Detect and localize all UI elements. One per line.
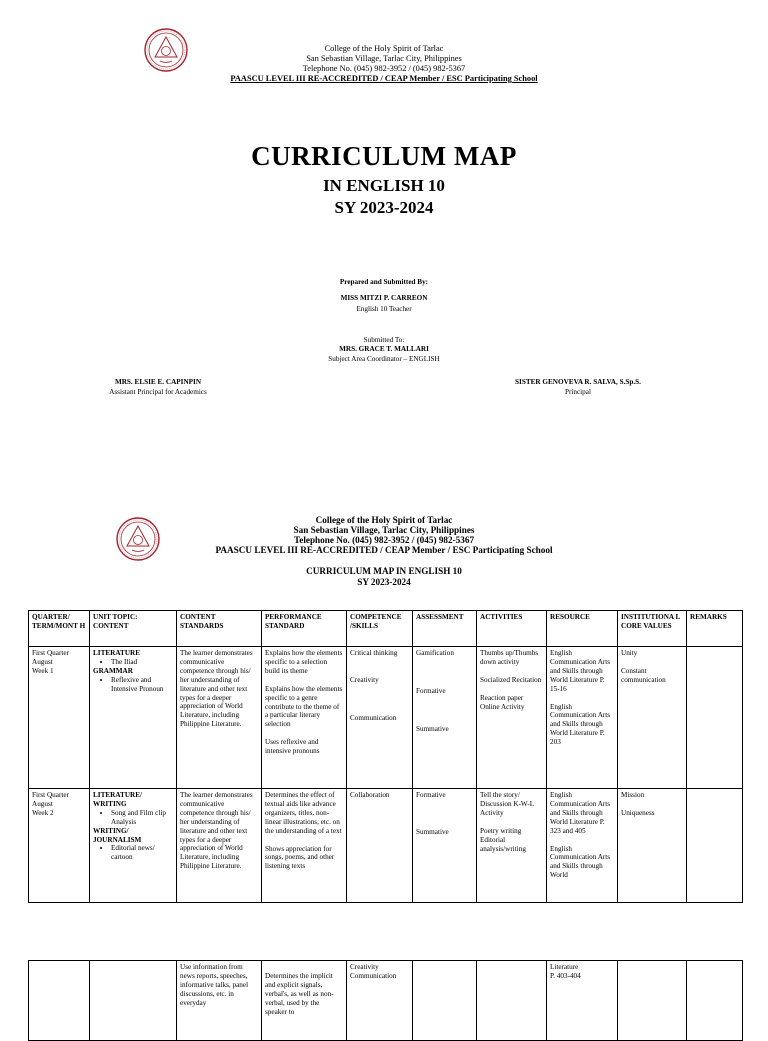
activity-item: Thumbs up/Thumbs down activity (480, 649, 539, 666)
table-row (29, 961, 743, 1041)
curriculum-map-table (28, 610, 743, 903)
cell-remarks (687, 961, 743, 1041)
header-assessment: ASSESSMENT (413, 611, 477, 647)
coordinator-role: Subject Area Coordinator – ENGLISH (328, 355, 440, 363)
activity-item: Socialized Recitation (480, 675, 542, 684)
cell-resource (547, 789, 618, 903)
skill-item: Collaboration (350, 791, 390, 799)
teacher-role: English 10 Teacher (356, 305, 412, 313)
document-title: CURRICULUM MAP (251, 141, 517, 171)
header-unit-topic: UNIT TOPIC: CONTENT (90, 611, 177, 647)
assessment-item: Gamification (416, 649, 454, 657)
cell-quarter (29, 647, 90, 789)
cell-skills (347, 647, 413, 789)
cell-skills (347, 961, 413, 1041)
resource-item: English Communication Arts and Skills through World Literature P. 323 and 405 (550, 791, 611, 835)
coordinator-name: MRS. GRACE T. MALLARI (339, 345, 429, 353)
skill-item: Creativity (350, 675, 379, 684)
assessment-item: Summative (416, 724, 449, 733)
value-item: Uniqueness (621, 808, 655, 817)
assistant-principal-role: Assistant Principal for Academics (109, 388, 207, 396)
principal-role: Principal (565, 388, 591, 396)
performance-item: Shows appreciation for songs, poems, and other listening texts (265, 844, 335, 871)
performance-item: Explains how the elements specific to a selection build its theme (265, 649, 343, 675)
cell-unit-topic (90, 647, 177, 789)
cell-activities (477, 647, 547, 789)
principal-name: SISTER GENOVEVA R. SALVA, S.Sp.S. (515, 378, 641, 386)
header-quarter: QUARTER/ TERM/MONT H (29, 611, 90, 647)
document-subject: IN ENGLISH 10 (323, 176, 445, 195)
performance-item: Explains how the elements specific to a genre contribute to the theme of a particular literary selection (265, 684, 343, 729)
header-performance-standard: PERFORMANCE STANDARD (262, 611, 347, 647)
quarter-term: First Quarter (32, 791, 69, 799)
performance-item: Uses reflexive and intensive pronouns (265, 738, 320, 756)
header-competence: COMPETENCE /SKILLS (347, 611, 413, 647)
curriculum-map-table-continued (28, 960, 743, 1041)
cell-performance-standard (262, 961, 347, 1041)
cell-core-values (618, 789, 687, 903)
skill-item: Critical thinking (350, 649, 398, 657)
cell-performance-standard (262, 789, 347, 903)
skill-item: Creativity (350, 963, 379, 971)
activity-item: Reaction paper Online Activity (480, 693, 525, 711)
table-row (29, 647, 743, 789)
cell-assessment (413, 789, 477, 903)
cell-resource (547, 961, 618, 1041)
school-phone: Telephone No. (045) 982-3952 / (045) 982-5367 (302, 64, 466, 73)
resource-item: P. 403-404 (550, 971, 581, 980)
performance-item: Determines the effect of textual aids like advance organizers, titles, non-linear illustrations, etc. on the understanding of a text (265, 791, 342, 835)
cell-quarter (29, 961, 90, 1041)
school-name-2: College of the Holy Spirit of Tarlac (315, 515, 453, 525)
cell-activities (477, 961, 547, 1041)
header-content-standards: CONTENT STANDARDS (177, 611, 262, 647)
school-phone-2: Telephone No. (045) 982-3952 / (045) 982-5367 (293, 535, 475, 545)
school-address: San Sebastian Village, Tarlac City, Philippines (306, 54, 462, 63)
cell-core-values (618, 961, 687, 1041)
cell-content-standard: The learner demonstrates communicative competence through his/ her understanding of literature and other text types for a deeper appreciation of World Literature, including Philippine Literature. (177, 789, 262, 903)
school-accreditation: PAASCU LEVEL III RE-ACCREDITED / CEAP Member / ESC Participating School (230, 74, 538, 83)
value-item: Unity (621, 649, 638, 657)
activity-item: Tell the story/ Discussion K-W-L Activity (480, 791, 534, 817)
teacher-name: MISS MITZI P. CARREON (340, 294, 428, 302)
resource-item: English Communication Arts and Skills through World (550, 844, 611, 880)
curriculum-map-title: CURRICULUM MAP IN ENGLISH 10 (306, 566, 462, 576)
cell-content-standard: Use information from news reports, speeches, informative talks, panel discussions, etc. in everyday (177, 961, 262, 1041)
cell-activities (477, 789, 547, 903)
cell-assessment (413, 961, 477, 1041)
topic-heading: LITERATURE/ WRITING (93, 791, 142, 808)
assessment-item: Summative (416, 827, 449, 836)
submitted-label: Submitted To: (363, 336, 405, 344)
cell-skills (347, 789, 413, 903)
cell-quarter (29, 789, 90, 903)
skill-item: Communication (350, 971, 397, 980)
cell-resource (547, 647, 618, 789)
school-address-2: San Sebastian Village, Tarlac City, Philippines (293, 525, 475, 535)
cell-content-standard: The learner demonstrates communicative competence through his/ her understanding of literature and other text types for a deeper appreciation of World Literature, including Philippine Literature. (177, 647, 262, 789)
resource-item: English Communication Arts and Skills through World Literature P. 203 (550, 702, 611, 747)
topic-item: • The Iliad (111, 658, 173, 667)
quarter-week: Week 1 (32, 666, 54, 675)
cell-remarks (687, 789, 743, 903)
assessment-item: Formative (416, 686, 446, 695)
topic-item: • Reflexive and Intensive Pronoun (111, 676, 173, 694)
topic-heading: WRITING/ JOURNALISM (93, 826, 142, 844)
school-accreditation-2: PAASCU LEVEL III RE-ACCREDITED / CEAP Member / ESC Participating School (215, 545, 553, 555)
cell-unit-topic (90, 789, 177, 903)
topic-heading: LITERATURE (93, 649, 140, 657)
quarter-month: August (32, 799, 53, 808)
cell-core-values (618, 647, 687, 789)
document-year: SY 2023-2024 (334, 198, 434, 217)
performance-item: Determines the implicit and explicit signals, verbal's, as well as non-verbal, used by the speaker to (265, 972, 334, 1016)
resource-item: English Communication Arts and Skills through World Literature P. 15-16 (550, 649, 611, 693)
table-row (29, 789, 743, 903)
value-item: Mission (621, 791, 645, 799)
curriculum-map-year: SY 2023-2024 (357, 577, 411, 587)
quarter-week: Week 2 (32, 808, 54, 817)
cell-assessment (413, 647, 477, 789)
cell-unit-topic (90, 961, 177, 1041)
prepared-label: Prepared and Submitted By: (339, 278, 429, 286)
cell-remarks (687, 647, 743, 789)
table-header-row (29, 611, 743, 647)
quarter-month: August (32, 657, 53, 666)
assessment-item: Formative (416, 791, 446, 799)
quarter-term: First Quarter (32, 649, 69, 657)
topic-item: • Song and Film clip Analysis (111, 809, 173, 827)
assistant-principal-name: MRS. ELSIE E. CAPINPIN (114, 378, 202, 386)
value-item: Constant communication (621, 666, 666, 684)
skill-item: Communication (350, 713, 397, 722)
header-remarks: REMARKS (687, 611, 743, 647)
school-name: College of the Holy Spirit of Tarlac (324, 44, 444, 53)
header-resource: RESOURCE (547, 611, 618, 647)
activity-item: Poetry writing Editorial analysis/writing (480, 826, 526, 853)
header-core-values: INSTITUTIONA L CORE VALUES (618, 611, 687, 647)
header-activities: ACTIVITIES (477, 611, 547, 647)
cell-performance-standard (262, 647, 347, 789)
topic-heading: GRAMMAR (93, 666, 133, 675)
topic-item: • Editorial news/ cartoon (111, 844, 173, 862)
resource-item: Literature (550, 963, 579, 971)
